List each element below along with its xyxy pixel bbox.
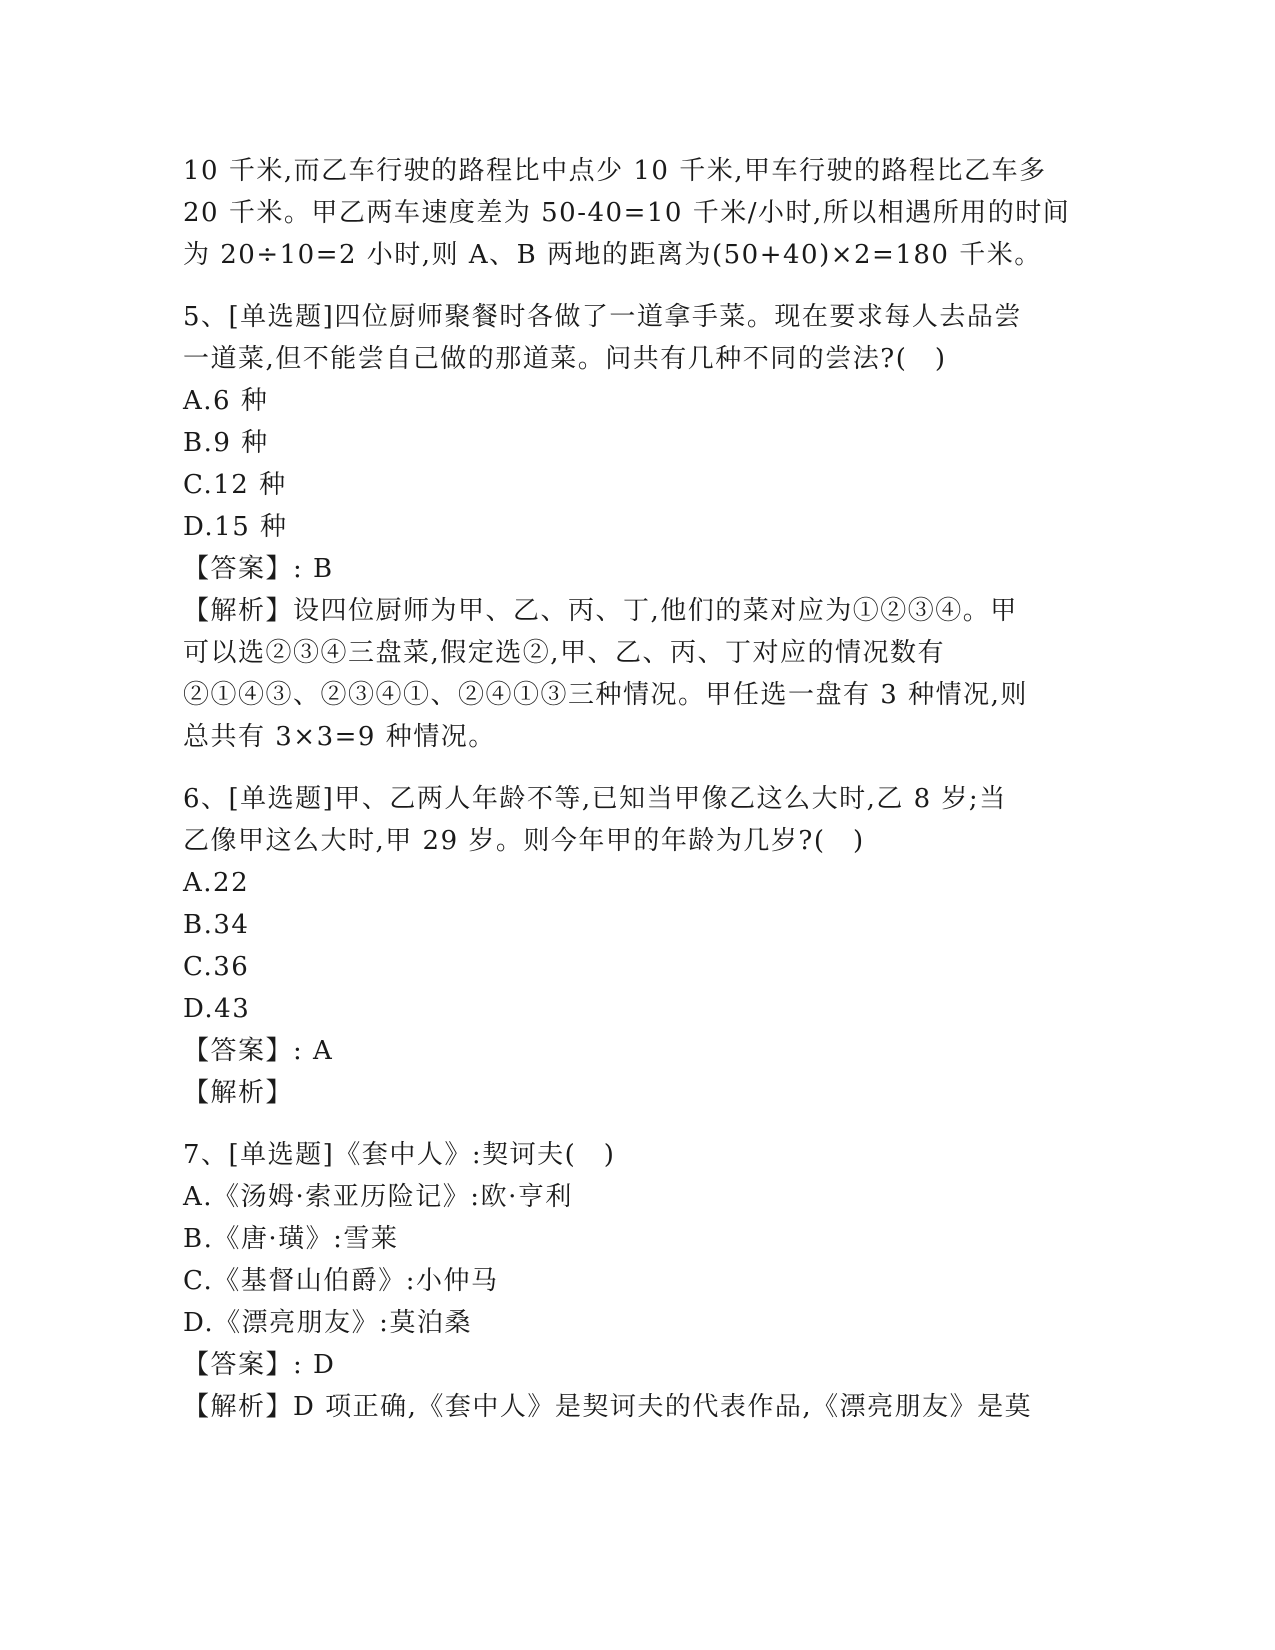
option-b: B.9 种 [183,428,269,458]
option-c: C.12 种 [183,470,287,500]
question-7 [183,1134,1083,1428]
answer-line: 【答案】: A [183,1036,334,1066]
answer-line: 【答案】: B [183,554,334,584]
analysis-line: ②①④③、②③④①、②④①③三种情况。甲任选一盘有 3 种情况,则 [183,680,1028,710]
analysis-line: 【解析】D 项正确,《套中人》是契诃夫的代表作品,《漂亮朋友》是莫 [183,1392,1033,1422]
option-c: C.36 [183,952,250,982]
option-d: D.《漂亮朋友》:莫泊桑 [183,1308,472,1338]
option-d: D.15 种 [183,512,288,542]
document-page [183,150,1083,1428]
question-stem: 一道菜,但不能尝自己做的那道菜。问共有几种不同的尝法?( ) [183,344,947,374]
option-b: B.《唐·璜》:雪莱 [183,1224,399,1254]
analysis-line: 【解析】 [183,1078,294,1108]
analysis-line: 【解析】设四位厨师为甲、乙、丙、丁,他们的菜对应为①②③④。甲 [183,596,1018,626]
question-stem: 乙像甲这么大时,甲 29 岁。则今年甲的年龄为几岁?( ) [183,826,865,856]
analysis-line: 总共有 3×3=9 种情况。 [183,722,496,752]
option-a: A.22 [183,868,250,898]
text-line: 20 千米。甲乙两车速度差为 50-40=10 千米/小时,所以相遇所用的时间 [183,198,1071,228]
option-a: A.6 种 [183,386,269,416]
option-d: D.43 [183,994,251,1024]
question-stem: 5、[单选题]四位厨师聚餐时各做了一道拿手菜。现在要求每人去品尝 [183,302,1022,332]
option-a: A.《汤姆·索亚历险记》:欧·亨利 [183,1182,573,1212]
question-6 [183,778,1083,1114]
continuation-block [183,150,1083,276]
text-line: 10 千米,而乙车行驶的路程比中点少 10 千米,甲车行驶的路程比乙车多 [183,156,1047,186]
answer-line: 【答案】: D [183,1350,336,1380]
option-c: C.《基督山伯爵》:小仲马 [183,1266,499,1296]
option-b: B.34 [183,910,250,940]
text-line: 为 20÷10=2 小时,则 A、B 两地的距离为(50+40)×2=180 千米。 [183,240,1042,270]
question-stem: 6、[单选题]甲、乙两人年龄不等,已知当甲像乙这么大时,乙 8 岁;当 [183,784,1007,814]
question-stem: 7、[单选题]《套中人》:契诃夫( ) [183,1140,616,1170]
analysis-line: 可以选②③④三盘菜,假定选②,甲、乙、丙、丁对应的情况数有 [183,638,946,668]
question-5 [183,296,1083,758]
